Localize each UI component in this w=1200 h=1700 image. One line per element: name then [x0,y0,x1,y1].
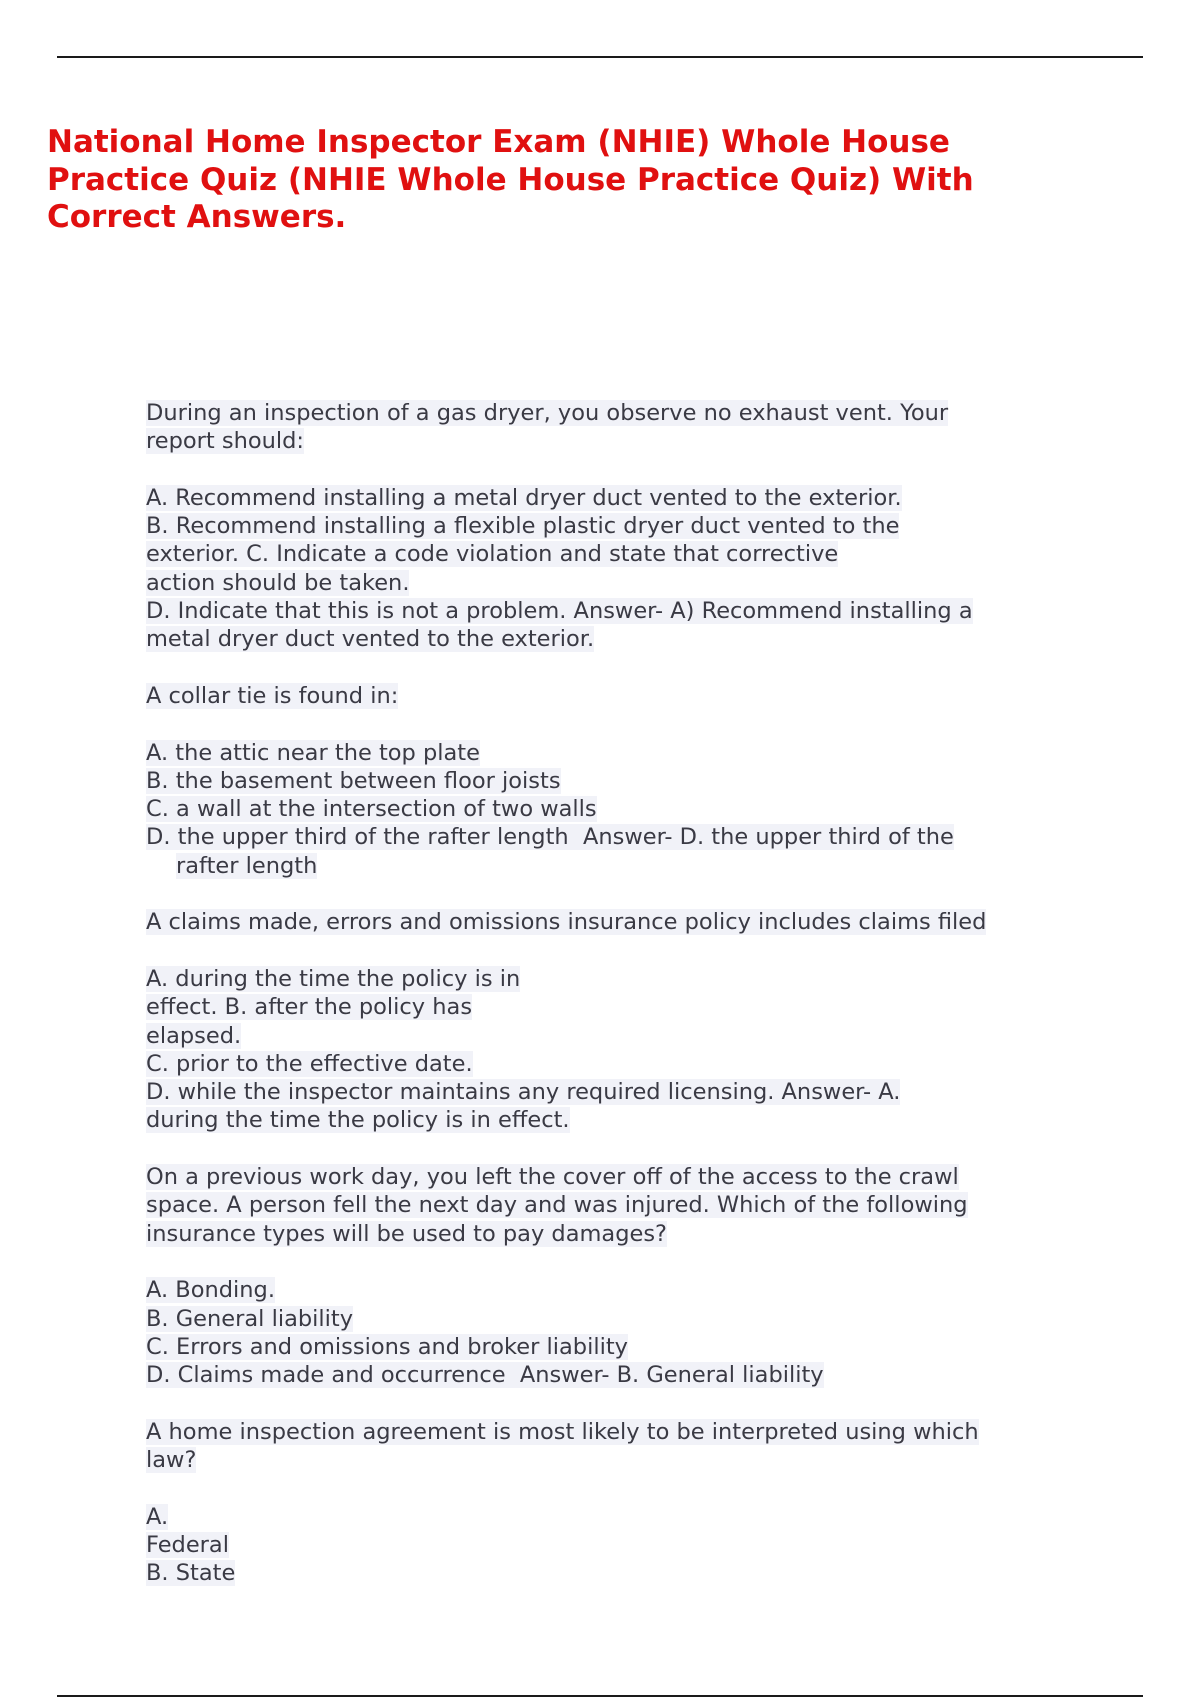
option-line: during the time the policy is in effect. [146,1107,570,1134]
option-line: D. while the inspector maintains any required licensing. Answer- A. [146,1079,901,1106]
question-1-text [146,399,1146,456]
title-line: Correct Answers. [47,199,347,235]
page-title [47,124,1127,237]
option-line: A. the attic near the top plate [146,739,480,766]
option-line: Federal [146,1531,229,1558]
option-line: D. Claims made and occurrence Answer- B. General liability [146,1362,824,1389]
option-line: A. Bonding. [146,1277,275,1304]
question-line: report should: [146,428,304,455]
question-3-text [146,908,1146,936]
option-line: B. the basement between floor joists [146,767,561,794]
question-line: During an inspection of a gas dryer, you observe no exhaust vent. Your [146,400,949,426]
question-5-text [146,1418,1146,1475]
option-line: B. State [146,1560,236,1587]
option-line: exterior. C. Indicate a code violation and state that corrective [146,541,839,568]
question-1-options [146,484,1146,654]
question-3-options [146,965,1146,1135]
option-line: A. [146,1503,169,1530]
option-line: elapsed. [146,1022,242,1049]
question-2-text [146,682,1146,710]
option-line: C. Errors and omissions and broker liability [146,1333,628,1360]
quiz-content [146,399,1146,1616]
option-line: metal dryer duct vented to the exterior. [146,626,595,653]
option-line: D. the upper third of the rafter length Answer- D. the upper third of the [146,824,954,851]
option-line: B. Recommend installing a flexible plastic dryer duct vented to the [146,513,900,540]
question-line: space. A person fell the next day and was injured. Which of the following [146,1192,968,1219]
option-line: C. prior to the effective date. [146,1050,473,1077]
option-line: A. Recommend installing a metal dryer duct vented to the exterior. [146,484,902,511]
option-line: rafter length [176,852,318,879]
option-line: C. a wall at the intersection of two walls [146,796,597,823]
question-line: insurance types will be used to pay damages? [146,1220,667,1247]
option-line: B. General liability [146,1305,354,1332]
question-4-options [146,1276,1146,1389]
question-line: A collar tie is found in: [146,682,399,709]
option-line: action should be taken. [146,569,410,596]
question-4-text [146,1163,1146,1248]
question-line: On a previous work day, you left the cover off of the access to the crawl [146,1164,959,1191]
question-line: A claims made, errors and omissions insurance policy includes claims filed [146,909,987,936]
option-line: D. Indicate that this is not a problem. Answer- A) Recommend installing a [146,598,973,625]
top-rule [57,56,1143,58]
question-line: A home inspection agreement is most likely to be interpreted using which [146,1418,979,1445]
option-line: effect. B. after the policy has [146,994,473,1021]
question-line: law? [146,1446,197,1473]
option-line: A. during the time the policy is in [146,965,521,992]
bottom-rule [57,1695,1143,1697]
title-line: National Home Inspector Exam (NHIE) Whole House [47,124,950,160]
title-line: Practice Quiz (NHIE Whole House Practice Quiz) With [47,161,974,198]
question-5-options [146,1503,1146,1588]
question-2-options [146,739,1146,880]
